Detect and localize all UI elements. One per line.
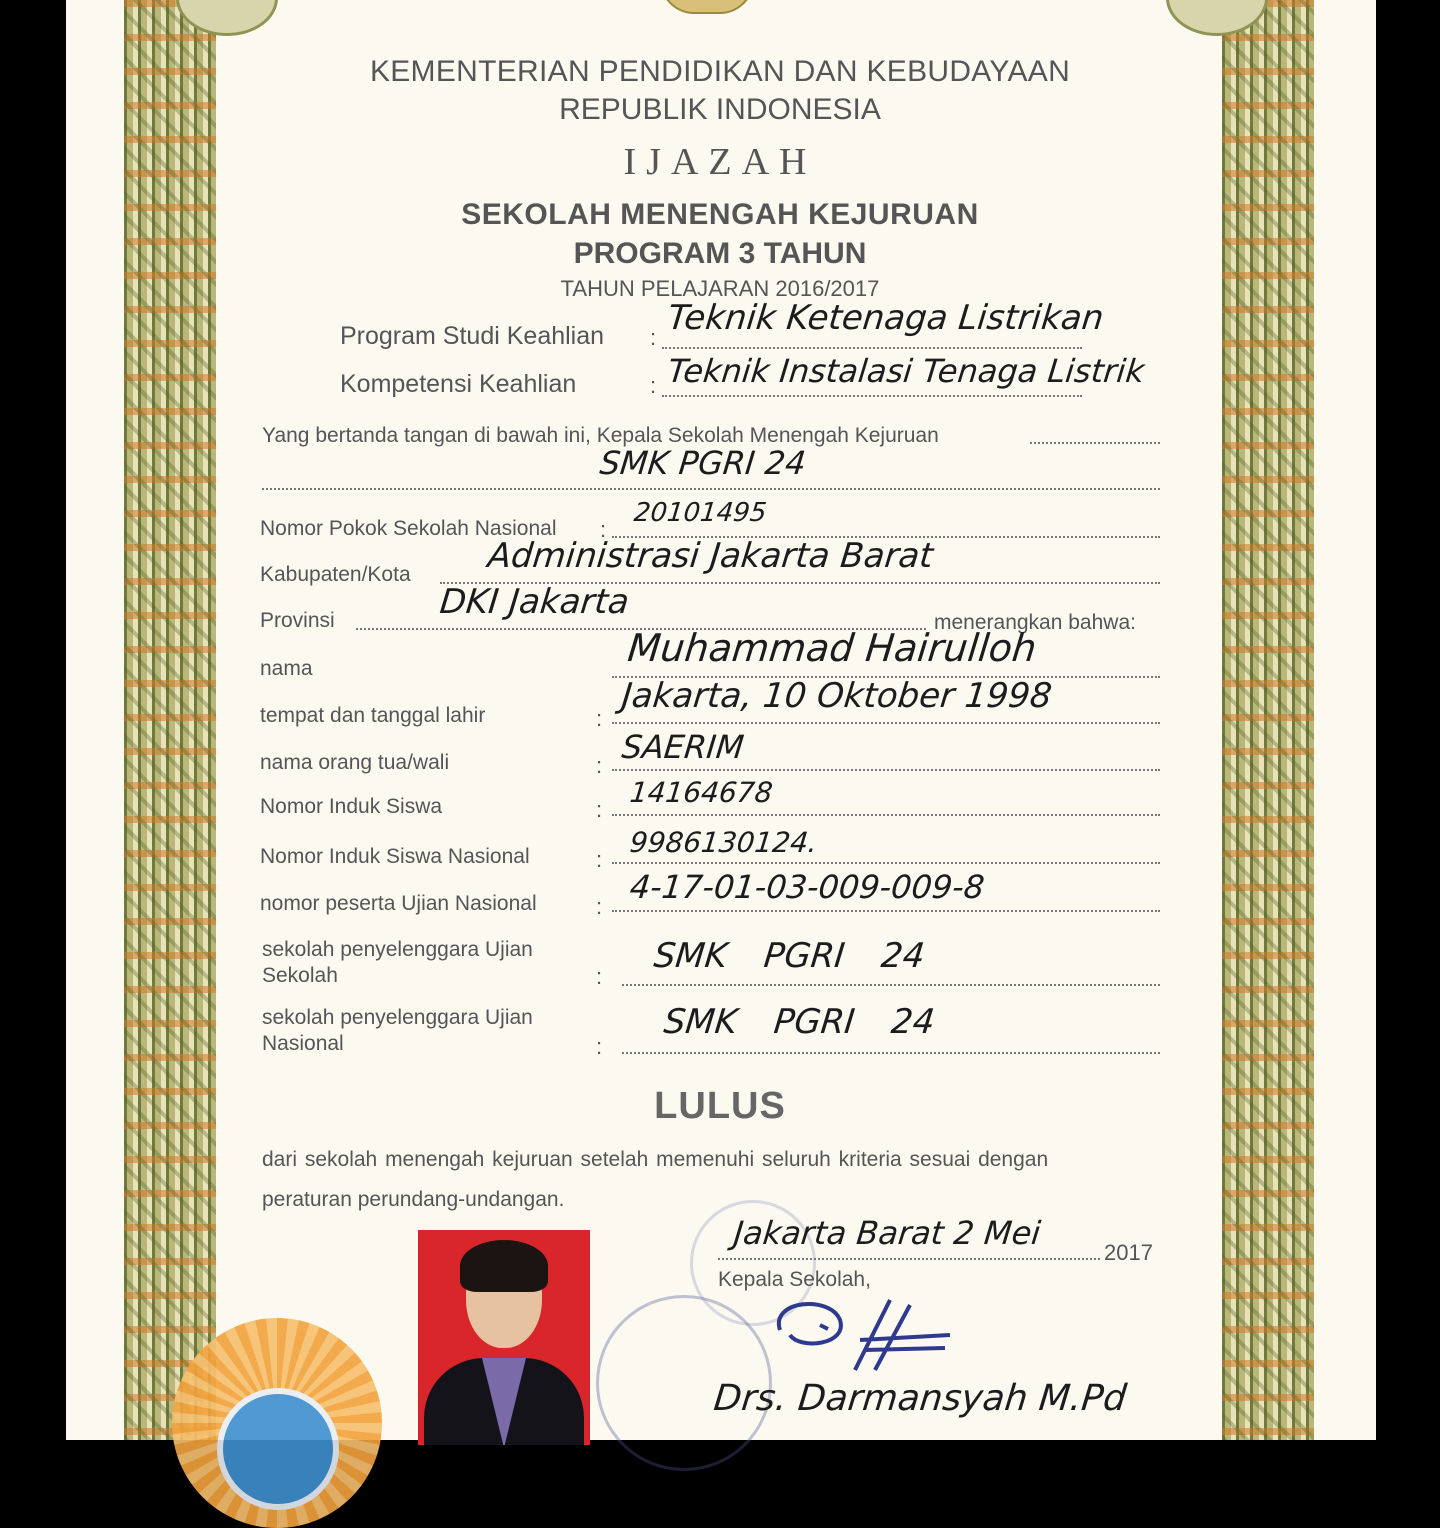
dotted-line	[612, 722, 1160, 724]
school-exam-label-line1: sekolah penyelenggara Ujian	[262, 938, 533, 961]
exam-number-value: 4-17-01-03-009-009-8	[628, 868, 987, 906]
academic-year: TAHUN PELAJARAN 2016/2017	[560, 276, 880, 301]
graduation-status: LULUS	[654, 1085, 786, 1127]
dotted-line	[662, 395, 1082, 397]
colon: :	[596, 797, 603, 822]
program-study-label: Program Studi Keahlian	[340, 322, 605, 350]
competency-label: Kompetensi Keahlian	[340, 370, 577, 398]
parent-label: nama orang tua/wali	[260, 751, 450, 774]
city-value: Administrasi Jakarta Barat	[485, 536, 935, 576]
competency-value: Teknik Instalasi Tenaga Listrik	[666, 352, 1147, 390]
province-value: DKI Jakarta	[437, 582, 631, 622]
statement-intro: Yang bertanda tangan di bawah ini, Kepala Sekolah Menengah Kejuruan	[262, 424, 939, 447]
dotted-line	[662, 347, 1082, 349]
national-exam-label-line2: Nasional	[262, 1032, 344, 1055]
signature-place-date: Jakarta Barat 2 Mei	[732, 1214, 1043, 1252]
colon: :	[596, 847, 603, 872]
dotted-line	[622, 1052, 1160, 1054]
dotted-line	[1030, 442, 1160, 444]
signatory-name: Drs. Darmansyah M.Pd	[711, 1378, 1129, 1419]
colon: :	[596, 753, 603, 778]
program-study-value: Teknik Ketenaga Listrikan	[665, 298, 1106, 338]
colon: :	[600, 517, 607, 542]
dotted-line	[612, 910, 1160, 912]
republic-title: REPUBLIK INDONESIA	[559, 93, 881, 126]
program-title: PROGRAM 3 TAHUN	[573, 237, 867, 270]
student-photo	[418, 1230, 590, 1445]
ministry-title: KEMENTERIAN PENDIDIKAN DAN KEBUDAYAAN	[369, 55, 1071, 88]
school-exam-label-line2: Sekolah	[262, 964, 338, 987]
dotted-line	[612, 769, 1160, 771]
npsn-value: 20101495	[632, 498, 768, 528]
document-title: IJAZAH	[623, 141, 817, 183]
colon: :	[596, 1034, 603, 1059]
school-exam-value: SMK PGRI 24	[651, 936, 927, 976]
parent-value: SAERIM	[620, 728, 746, 766]
birth-label: tempat dan tanggal lahir	[260, 704, 486, 727]
nisn-label: Nomor Induk Siswa Nasional	[260, 845, 530, 868]
school-name-value: SMK PGRI 24	[598, 444, 808, 482]
signature-scribble-icon	[760, 1290, 960, 1380]
colon: :	[596, 706, 603, 731]
result-text-line1: dari sekolah menengah kejuruan setelah memenuhi seluruh kriteria sesuai dengan	[262, 1148, 1049, 1171]
national-exam-label-line1: sekolah penyelenggara Ujian	[262, 1006, 533, 1029]
school-type-title: SEKOLAH MENENGAH KEJURUAN	[461, 198, 979, 231]
school-seal-icon	[172, 1318, 382, 1528]
npsn-label: Nomor Pokok Sekolah Nasional	[260, 517, 557, 540]
province-label: Provinsi	[260, 609, 335, 632]
dotted-line	[262, 488, 1160, 490]
city-label: Kabupaten/Kota	[260, 563, 411, 586]
dotted-line	[612, 862, 1160, 864]
nisn-value: 9986130124.	[628, 826, 819, 859]
dotted-line	[612, 814, 1160, 816]
dotted-line	[718, 1258, 1100, 1260]
signature-role: Kepala Sekolah,	[718, 1268, 871, 1291]
colon: :	[650, 325, 657, 350]
nis-value: 14164678	[628, 776, 775, 809]
colon: :	[596, 964, 603, 989]
declares-text: menerangkan bahwa:	[934, 611, 1136, 634]
nis-label: Nomor Induk Siswa	[260, 795, 443, 818]
birth-value: Jakarta, 10 Oktober 1998	[619, 676, 1054, 716]
exam-number-label: nomor peserta Ujian Nasional	[260, 892, 537, 915]
signature-year: 2017	[1104, 1240, 1153, 1265]
national-exam-value: SMK PGRI 24	[661, 1002, 937, 1042]
colon: :	[596, 894, 603, 919]
result-text-line2: peraturan perundang-undangan.	[262, 1188, 565, 1211]
name-value: Muhammad Hairulloh	[625, 626, 1039, 670]
dotted-line	[622, 984, 1160, 986]
name-label: nama	[260, 657, 313, 680]
colon: :	[650, 373, 657, 398]
